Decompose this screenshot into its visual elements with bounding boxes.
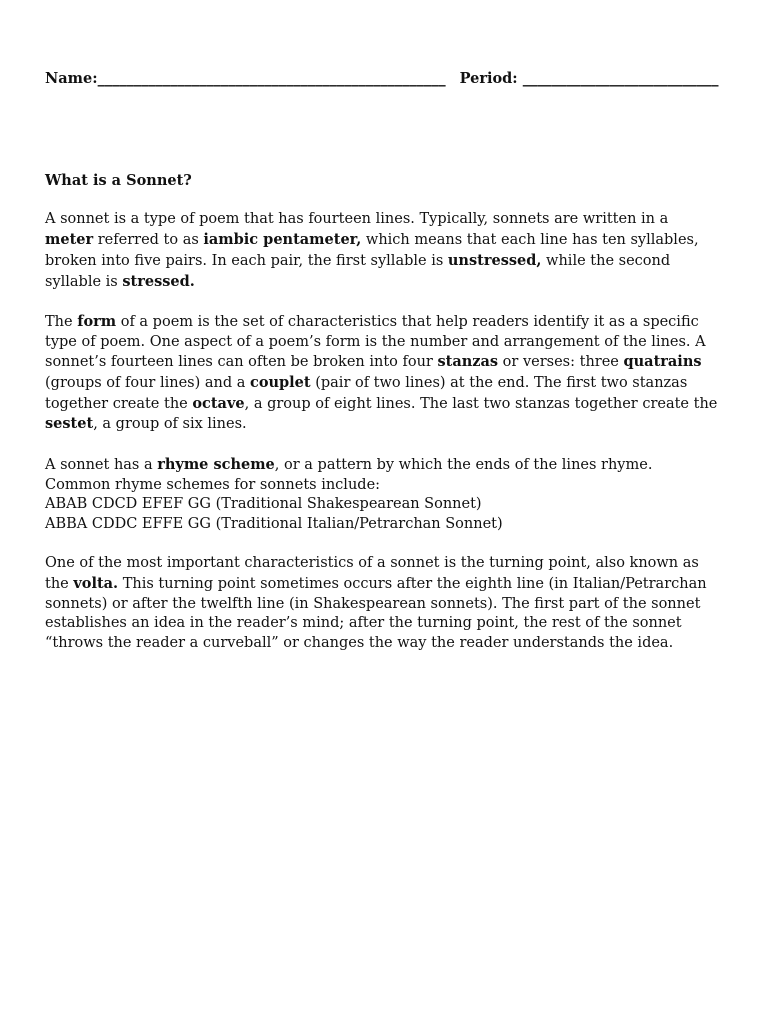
worksheet-body [45,171,735,674]
term-rhyme-scheme: rhyme scheme [157,455,275,473]
text-line: sonnets) or after the twelfth line (in Shakespearean sonnets). The first part of the sonnet [45,595,701,612]
text-run: , a group of eight lines. The last two stanzas together create the [244,395,718,412]
text-run: A sonnet has a [45,456,158,473]
term-meter: meter [45,231,94,249]
period-blank: ___________________________ [522,70,719,87]
text-line: Common rhyme schemes for sonnets include: [45,476,381,493]
text-line [45,352,735,373]
period-label: Period: [459,70,518,87]
text-line [45,394,735,415]
text-line [45,414,735,435]
name-blank: ________________________________________________ [97,70,446,87]
term-stanzas: stanzas [437,353,499,371]
rhyme-scheme-shakespearean: ABAB CDCD EFEF GG (Traditional Shakespearean Sonnet) [45,496,482,513]
term-form: form [77,312,117,330]
term-volta: volta. [73,575,119,592]
name-label: Name: [45,70,98,87]
text-run: The [45,313,78,330]
text-line [45,272,735,293]
text-line: One of the most important characteristics of a sonnet is the turning point, also known as [45,555,699,572]
text-run: This turning point sometimes occurs after the eighth line (in Italian/Petrarchan [118,576,707,592]
worksheet-header [45,70,725,87]
text-run: sonnet’s fourteen lines can often be broken into four [45,354,438,371]
text-run: , a group of six lines. [93,416,247,433]
paragraph-definition [45,210,735,292]
term-sestet: sestet [45,415,94,433]
term-iambic-pentameter: iambic pentameter, [203,231,362,249]
text-line [45,312,735,333]
text-run: syllable is [45,273,123,290]
rhyme-scheme-petrarchan: ABBA CDDC EFFE GG (Traditional Italian/Petrarchan Sonnet) [45,515,503,532]
text-line: “throws the reader a curveball” or changes the way the reader understands the idea. [45,635,674,652]
text-line [45,373,735,394]
text-run: broken into five pairs. In each pair, the first syllable is [45,252,448,269]
text-run: of a poem is the set of characteristics that help readers identify it as a specific [116,313,699,330]
text-line: A sonnet is a type of poem that has fourteen lines. Typically, sonnets are written in a [45,211,669,228]
section-heading: What is a Sonnet? [45,172,192,189]
text-line: establishes an idea in the reader’s mind; after the turning point, the rest of the sonnet [45,615,682,632]
text-line: type of poem. One aspect of a poem’s form is the number and arrangement of the lines. A [45,333,706,350]
term-quatrains: quatrains [623,353,702,371]
text-line [45,574,735,595]
text-run: (groups of four lines) and a [45,375,250,391]
text-run: , or a pattern by which the ends of the lines rhyme. [274,456,653,473]
text-run: the [45,576,74,592]
term-couplet: couplet [249,374,311,391]
text-run: referred to as [93,232,204,249]
text-line [45,455,735,476]
text-line [45,251,735,272]
text-line [45,230,735,251]
text-run: which means that each line has ten syllables, [361,232,699,249]
term-octave: octave [192,394,245,412]
paragraph-volta [45,554,735,654]
term-unstressed: unstressed, [447,251,542,269]
text-run: or verses: three [498,354,624,371]
text-run: (pair of two lines) at the end. The first two stanzas [310,375,688,391]
text-run: while the second [541,252,671,269]
text-run: together create the [45,395,193,412]
paragraph-form [45,312,735,435]
term-stressed: stressed. [122,272,195,290]
paragraph-rhyme-scheme [45,455,735,535]
